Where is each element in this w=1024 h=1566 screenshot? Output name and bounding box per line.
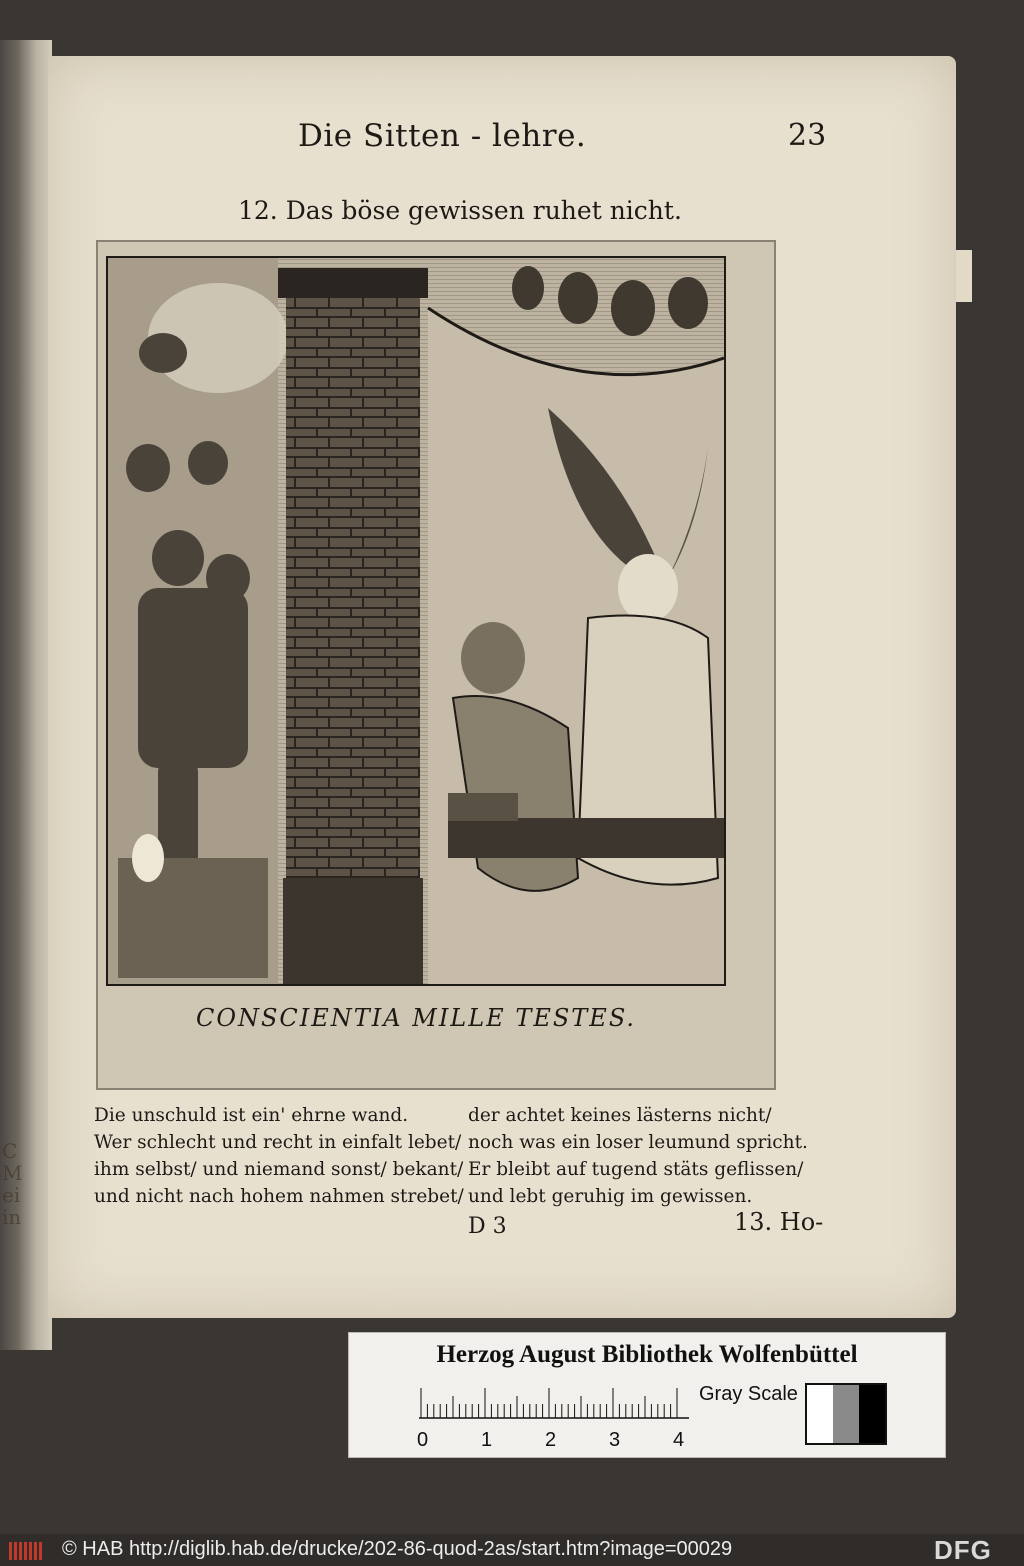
left-page-fragment: C: [2, 1139, 18, 1163]
left-page-fragment: ei: [2, 1183, 21, 1207]
signature-mark: D 3: [468, 1214, 507, 1239]
book-page: [48, 56, 956, 1318]
copyright-url: © HAB http://diglib.hab.de/drucke/202-86-quod-2as/start.htm?image=00029: [62, 1538, 733, 1560]
footer-bar: [0, 1534, 1024, 1566]
left-page-edge: [0, 40, 52, 1350]
engraving-plate: [96, 240, 776, 1090]
ruler-number: 0: [417, 1429, 429, 1451]
ruler-number: 4: [673, 1429, 685, 1451]
page-number: 23: [788, 118, 827, 153]
verse-line: ihm selbst/ und niemand sonst/ bekant/: [94, 1159, 464, 1180]
verse-line: Die unschuld ist ein' ehrne wand.: [94, 1105, 409, 1126]
library-name: Herzog August Bibliothek Wolfenbüttel: [436, 1341, 858, 1368]
gray-scale-patches: [805, 1383, 887, 1445]
verse-line: noch was ein loser leumund spricht.: [468, 1132, 808, 1153]
verse-line: und nicht nach hohem nahmen strebet/: [94, 1186, 464, 1207]
ruler-number: 1: [481, 1429, 493, 1451]
color-ruler-card: [348, 1332, 946, 1458]
engraving-illustration: [108, 258, 724, 984]
left-page-fragments: [2, 1140, 32, 1228]
left-page-fragment: M: [2, 1161, 23, 1185]
gray-patch: [859, 1385, 885, 1443]
dfg-logo: DFG: [934, 1535, 992, 1565]
running-head: Die Sitten - lehre.: [298, 118, 587, 154]
ruler-number: 2: [545, 1429, 557, 1451]
verse-left: [94, 1102, 464, 1210]
emblem-title: 12. Das böse gewissen ruhet nicht.: [238, 196, 682, 225]
ruler-number: 3: [609, 1429, 621, 1451]
emblem-motto: CONSCIENTIA MILLE TESTES.: [195, 1004, 637, 1032]
gray-patch: [833, 1385, 859, 1443]
left-page-fragment: in: [2, 1205, 22, 1229]
engraving-image: [106, 256, 726, 986]
verse-line: Wer schlecht und recht in einfalt lebet/: [94, 1132, 462, 1153]
verse-right: [468, 1102, 808, 1210]
verse-line: Er bleibt auf tugend stäts geflissen/: [468, 1159, 804, 1180]
gray-patch: [807, 1385, 833, 1443]
hab-logo-icon: [8, 1540, 48, 1562]
verse-line: der achtet keines lästerns nicht/: [468, 1105, 772, 1126]
centimeter-ruler: [419, 1385, 689, 1419]
catchword: 13. Ho-: [734, 1208, 824, 1236]
gray-scale-label: Gray Scale: [699, 1383, 798, 1405]
verse-line: und lebt geruhig im gewissen.: [468, 1186, 753, 1207]
